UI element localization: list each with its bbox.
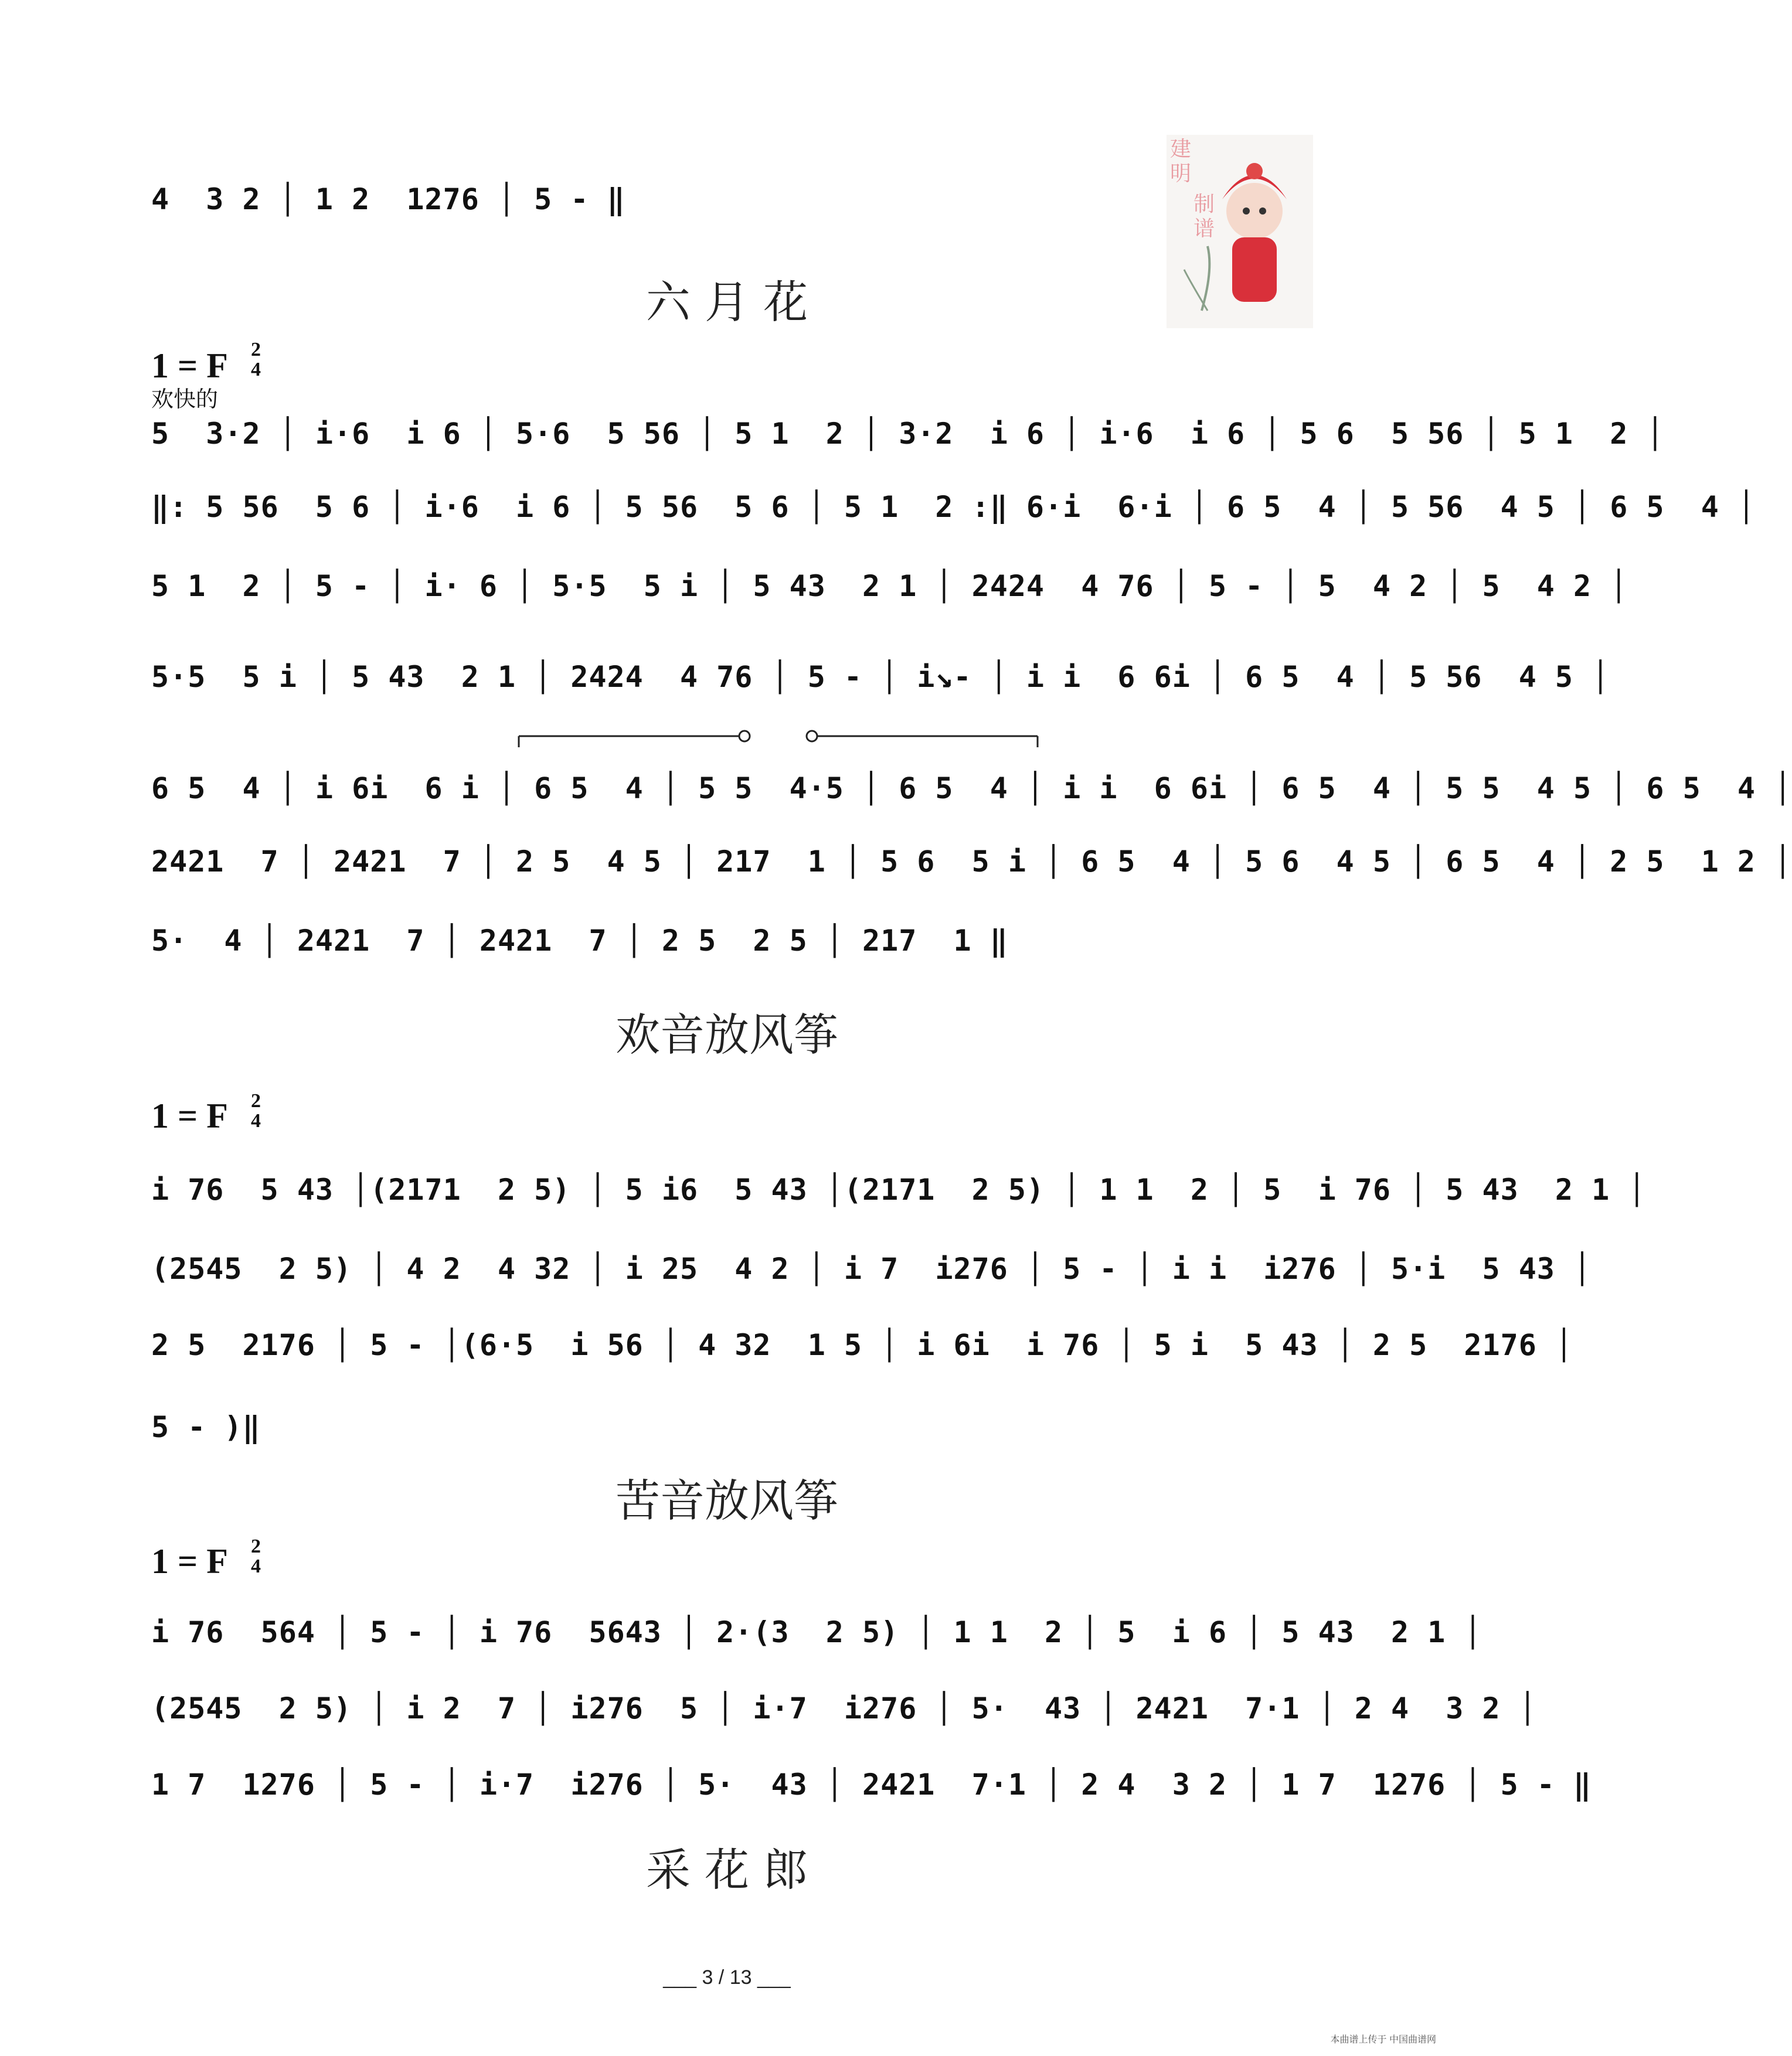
score-line-1: 5 3·2 │ i·6 i 6 │ 5·6 5 56 │ 5 1 2 │ 3·2 i 6 │ i·6 i 6 │ 5 6 5 56 │ 5 1 2 │	[151, 417, 1665, 451]
score-line-4: 5·5 5 i │ 5 43 2 1 │ 2424 4 76 │ 5 - │ i↘- │ i i 6 6i │ 6 5 4 │ 5 56 4 5 │	[151, 660, 1610, 694]
score-line-h2: (2545 2 5) │ 4 2 4 32 │ i 25 4 2 │ i 7 i276 │ 5 - │ i i i276 │ 5·i 5 43 │	[151, 1252, 1592, 1286]
song-title-liuyuehua: 六 月 花	[645, 276, 808, 328]
tempo-marking: 欢快的	[151, 386, 219, 412]
key-signature-huanyin: 1 = F	[151, 1097, 228, 1135]
time-signature-kuyin	[251, 1537, 261, 1577]
song-title-huanyin: 欢音放风筝	[616, 1009, 838, 1061]
time-signature-liuyuehua	[251, 340, 261, 380]
score-line-5: 6 5 4 │ i 6i 6 i │ 6 5 4 │ 5 5 4·5 │ 6 5 4 │ i i 6 6i │ 6 5 4 │ 5 5 4 5 │ 6 5 4 │	[151, 771, 1792, 805]
time-signature-huanyin	[251, 1091, 261, 1131]
repeat-bracket	[516, 727, 1043, 750]
upload-credit: 本曲谱上传于 中国曲谱网	[1330, 2035, 1436, 2045]
ts-bottom: 4	[251, 1555, 261, 1577]
score-line-k1: i 76 564 │ 5 - │ i 76 5643 │ 2·(3 2 5) │ 1 1 2 │ 5 i 6 │ 5 43 2 1 │	[151, 1615, 1482, 1649]
score-line-7: 5· 4 │ 2421 7 │ 2421 7 │ 2 5 2 5 │ 217 1 ‖	[151, 924, 1008, 958]
stamp-text-1: 建明	[1170, 137, 1192, 186]
ts-bottom: 4	[251, 1110, 261, 1132]
song-title-kuyin: 苦音放风筝	[616, 1475, 838, 1527]
ts-bottom: 4	[251, 359, 261, 380]
page-number: ___ 3 / 13 ___	[663, 1966, 791, 1989]
score-line-6: 2421 7 │ 2421 7 │ 2 5 4 5 │ 217 1 │ 5 6 5 i │ 6 5 4 │ 5 6 4 5 │ 6 5 4 │ 2 5 1 2 │	[151, 845, 1792, 879]
score-line-h3: 2 5 2176 │ 5 - │(6·5 i 56 │ 4 32 1 5 │ i 6i i 76 │ 5 i 5 43 │ 2 5 2176 │	[151, 1328, 1573, 1362]
song-title-caihualang: 采 花 郎	[645, 1844, 808, 1896]
score-line-0: 4 3 2 │ 1 2 1276 │ 5 - ‖	[151, 182, 625, 216]
key-signature-kuyin: 1 = F	[151, 1542, 228, 1581]
key-signature-liuyuehua: 1 = F	[151, 346, 228, 385]
stamp-text-2: 制谱	[1193, 192, 1215, 241]
score-line-h4: 5 - )‖	[151, 1410, 261, 1444]
ts-top: 2	[251, 339, 261, 360]
ts-top: 2	[251, 1536, 261, 1557]
score-line-k2: (2545 2 5) │ i 2 7 │ i276 5 │ i·7 i276 │ 5· 43 │ 2421 7·1 │ 2 4 3 2 │	[151, 1691, 1537, 1725]
score-line-k3: 1 7 1276 │ 5 - │ i·7 i276 │ 5· 43 │ 2421 7·1 │ 2 4 3 2 │ 1 7 1276 │ 5 - ‖	[151, 1768, 1592, 1802]
ts-top: 2	[251, 1090, 261, 1112]
score-line-3: 5 1 2 │ 5 - │ i· 6 │ 5·5 5 i │ 5 43 2 1 │ 2424 4 76 │ 5 - │ 5 4 2 │ 5 4 2 │	[151, 569, 1628, 603]
score-line-2: ‖: 5 56 5 6 │ i·6 i 6 │ 5 56 5 6 │ 5 1 2 :‖ 6·i 6·i │ 6 5 4 │ 5 56 4 5 │ 6 5 4 │	[151, 490, 1756, 524]
score-line-h1: i 76 5 43 │(2171 2 5) │ 5 i6 5 43 │(2171 2 5) │ 1 1 2 │ 5 i 76 │ 5 43 2 1 │	[151, 1173, 1647, 1207]
